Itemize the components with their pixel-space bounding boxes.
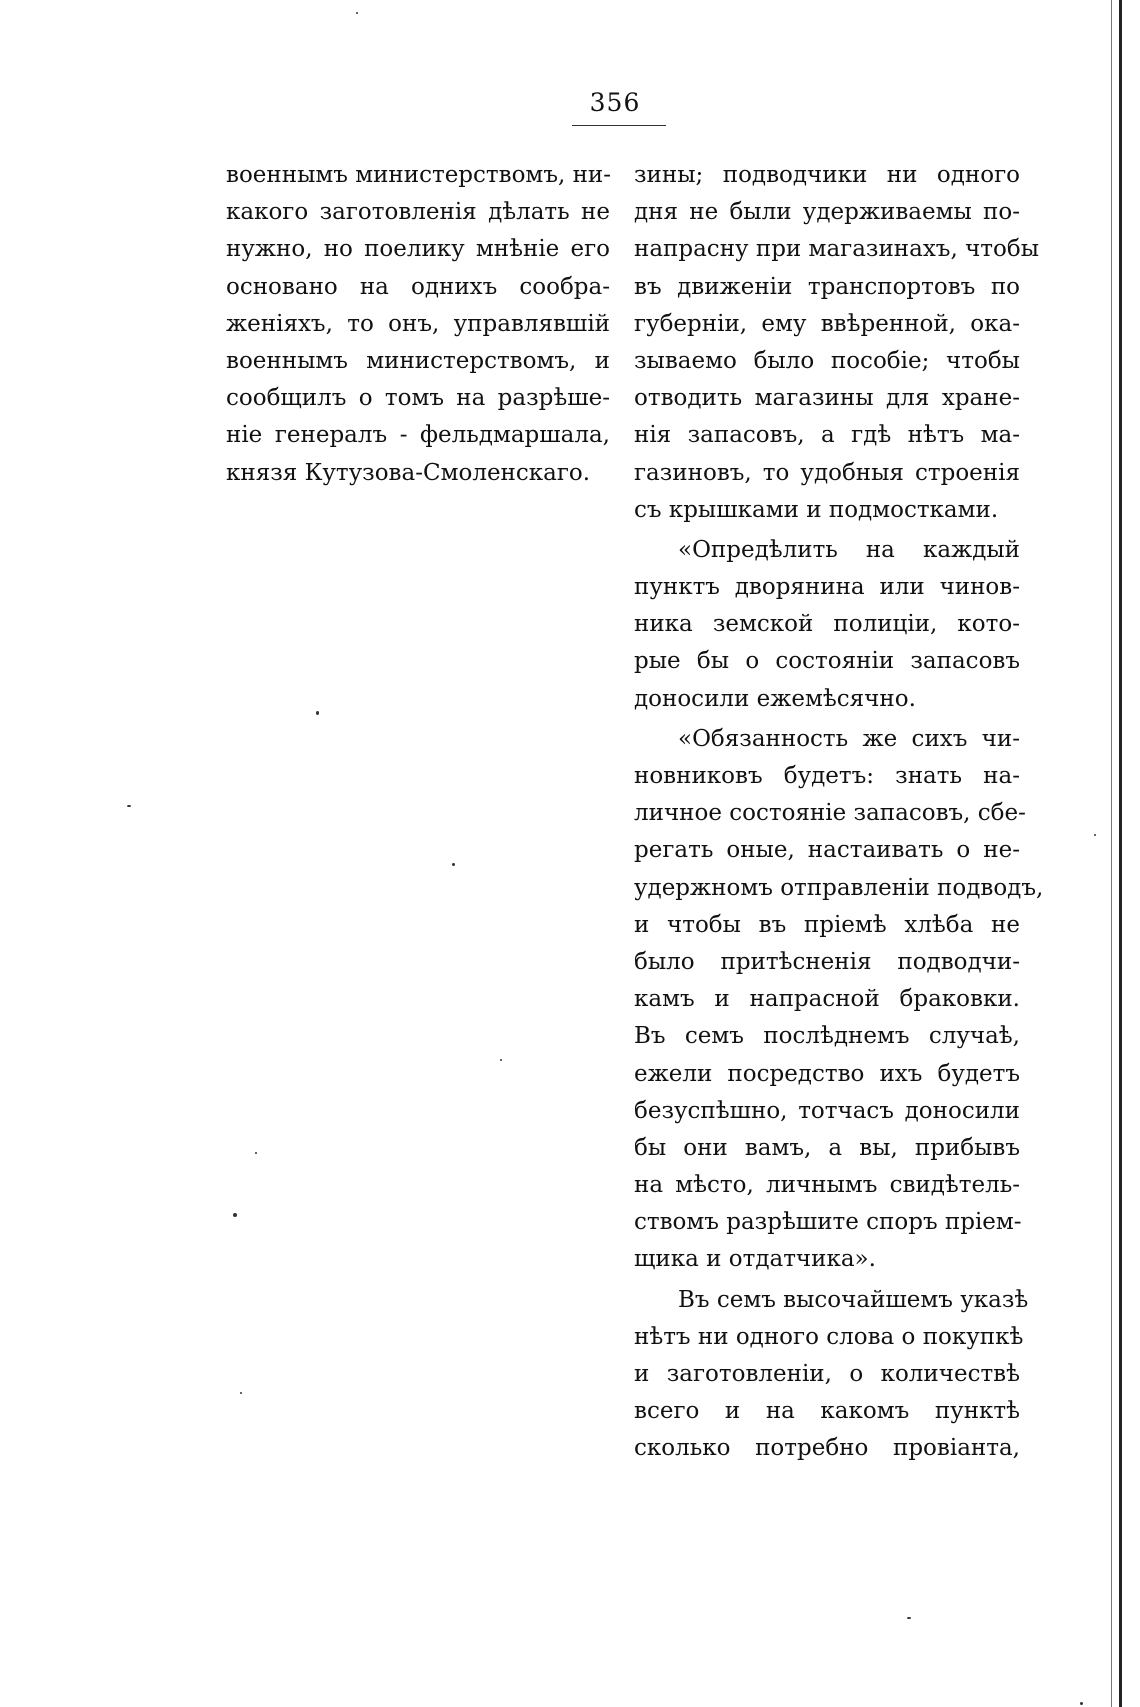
text-line: женіяхъ, то онъ, управлявшій: [226, 310, 610, 337]
text-line: безуспѣшно, тотчасъ доносили: [634, 1097, 1020, 1124]
text-line: новниковъ будетъ: знать на-: [634, 763, 1020, 789]
text-line: сколько потребно провіанта,: [634, 1435, 1020, 1462]
text-line: камъ и напрасной браковки.: [634, 986, 1020, 1013]
text-line: губерніи, ему ввѣренной, ока-: [634, 310, 1020, 337]
scan-speck: [233, 1213, 237, 1217]
scan-speck: [452, 863, 455, 866]
text-line: дня не были удерживаемы по-: [634, 199, 1020, 226]
text-line: бы они вамъ, а вы, прибывъ: [634, 1134, 1020, 1161]
text-line: доносили ежемѣсячно.: [634, 685, 916, 712]
scan-speck: [255, 1152, 257, 1154]
text-line: основано на однихъ сообра-: [226, 273, 610, 300]
text-line: личное состояніе запасовъ, сбе-: [634, 800, 1026, 827]
page-edge-rule-thin: [1111, 0, 1112, 1707]
text-line: газиновъ, то удобныя строенія: [634, 459, 1020, 486]
scan-speck: [500, 1059, 502, 1061]
scan-speck: [240, 1392, 242, 1394]
text-line: Въ семъ высочайшемъ указѣ: [678, 1286, 1029, 1313]
text-line: отводить магазины для хране-: [634, 385, 1020, 412]
paragraph: [634, 721, 1044, 1279]
paragraph: [634, 157, 1039, 529]
text-line: сообщилъ о томъ на разрѣше-: [226, 385, 610, 412]
text-line: рые бы о состояніи запасовъ: [634, 648, 1020, 675]
text-line: и заготовленіи, о количествѣ: [634, 1361, 1020, 1387]
page-edge-rule: [1119, 0, 1122, 1707]
text-line: было притѣсненія подводчи-: [634, 948, 1020, 975]
text-line: ніе генералъ - фельдмаршала,: [226, 422, 610, 449]
text-line: Въ семъ послѣднемъ случаѣ,: [634, 1023, 1020, 1050]
text-line: «Опредѣлить на каждый: [678, 536, 1020, 563]
scan-speck: [127, 805, 131, 807]
paragraph: [634, 532, 1020, 718]
text-line: нія запасовъ, а гдѣ нѣтъ ма-: [634, 422, 1020, 449]
left-column: [226, 157, 610, 492]
text-line: зины; подводчики ни одного: [634, 162, 1020, 188]
text-line: ствомъ разрѣшите споръ пріем-: [634, 1209, 1022, 1236]
text-line: военнымъ министерствомъ, и: [226, 347, 610, 374]
text-line: всего и на какомъ пунктѣ: [634, 1398, 1020, 1425]
text-line: военнымъ министерствомъ, ни-: [226, 162, 612, 188]
scan-speck: [316, 711, 319, 715]
text-line: въ движеніи транспортовъ по: [634, 273, 1020, 300]
text-line: удержномъ отправленіи подводъ,: [634, 874, 1044, 901]
text-line: «Обязанность же сихъ чи-: [678, 725, 1020, 752]
scan-speck: [1080, 1702, 1083, 1705]
text-line: ежели посредство ихъ будетъ: [634, 1060, 1020, 1087]
text-line: пунктъ дворянина или чинов-: [634, 574, 1020, 601]
scan-speck: [907, 1617, 911, 1619]
text-line: какого заготовленія дѣлать не: [226, 199, 610, 226]
page-number-underline: [572, 125, 666, 126]
text-line: и чтобы въ пріемѣ хлѣба не: [634, 911, 1020, 938]
scan-speck: [356, 12, 358, 14]
text-line: щика и отдатчика».: [634, 1246, 876, 1273]
page-number: 356: [589, 88, 641, 117]
text-line: регать оные, настаивать о не-: [634, 837, 1020, 864]
right-column: [634, 157, 1044, 1468]
paragraph: [634, 1282, 1029, 1468]
text-line: нужно, но поелику мнѣніе его: [226, 236, 610, 263]
scan-speck: [1094, 834, 1096, 836]
text-line: ника земской полиціи, кото-: [634, 611, 1020, 638]
text-line: съ крышками и подмостками.: [634, 496, 999, 523]
text-line: нѣтъ ни одного слова о покупкѣ: [634, 1323, 1024, 1350]
text-line: на мѣсто, личнымъ свидѣтель-: [634, 1172, 1020, 1199]
text-line: князя Кутузова-Смоленскаго.: [226, 459, 591, 486]
text-line: зываемо было пособіе; чтобы: [634, 347, 1020, 374]
text-line: напрасну при магазинахъ, чтобы: [634, 236, 1039, 263]
